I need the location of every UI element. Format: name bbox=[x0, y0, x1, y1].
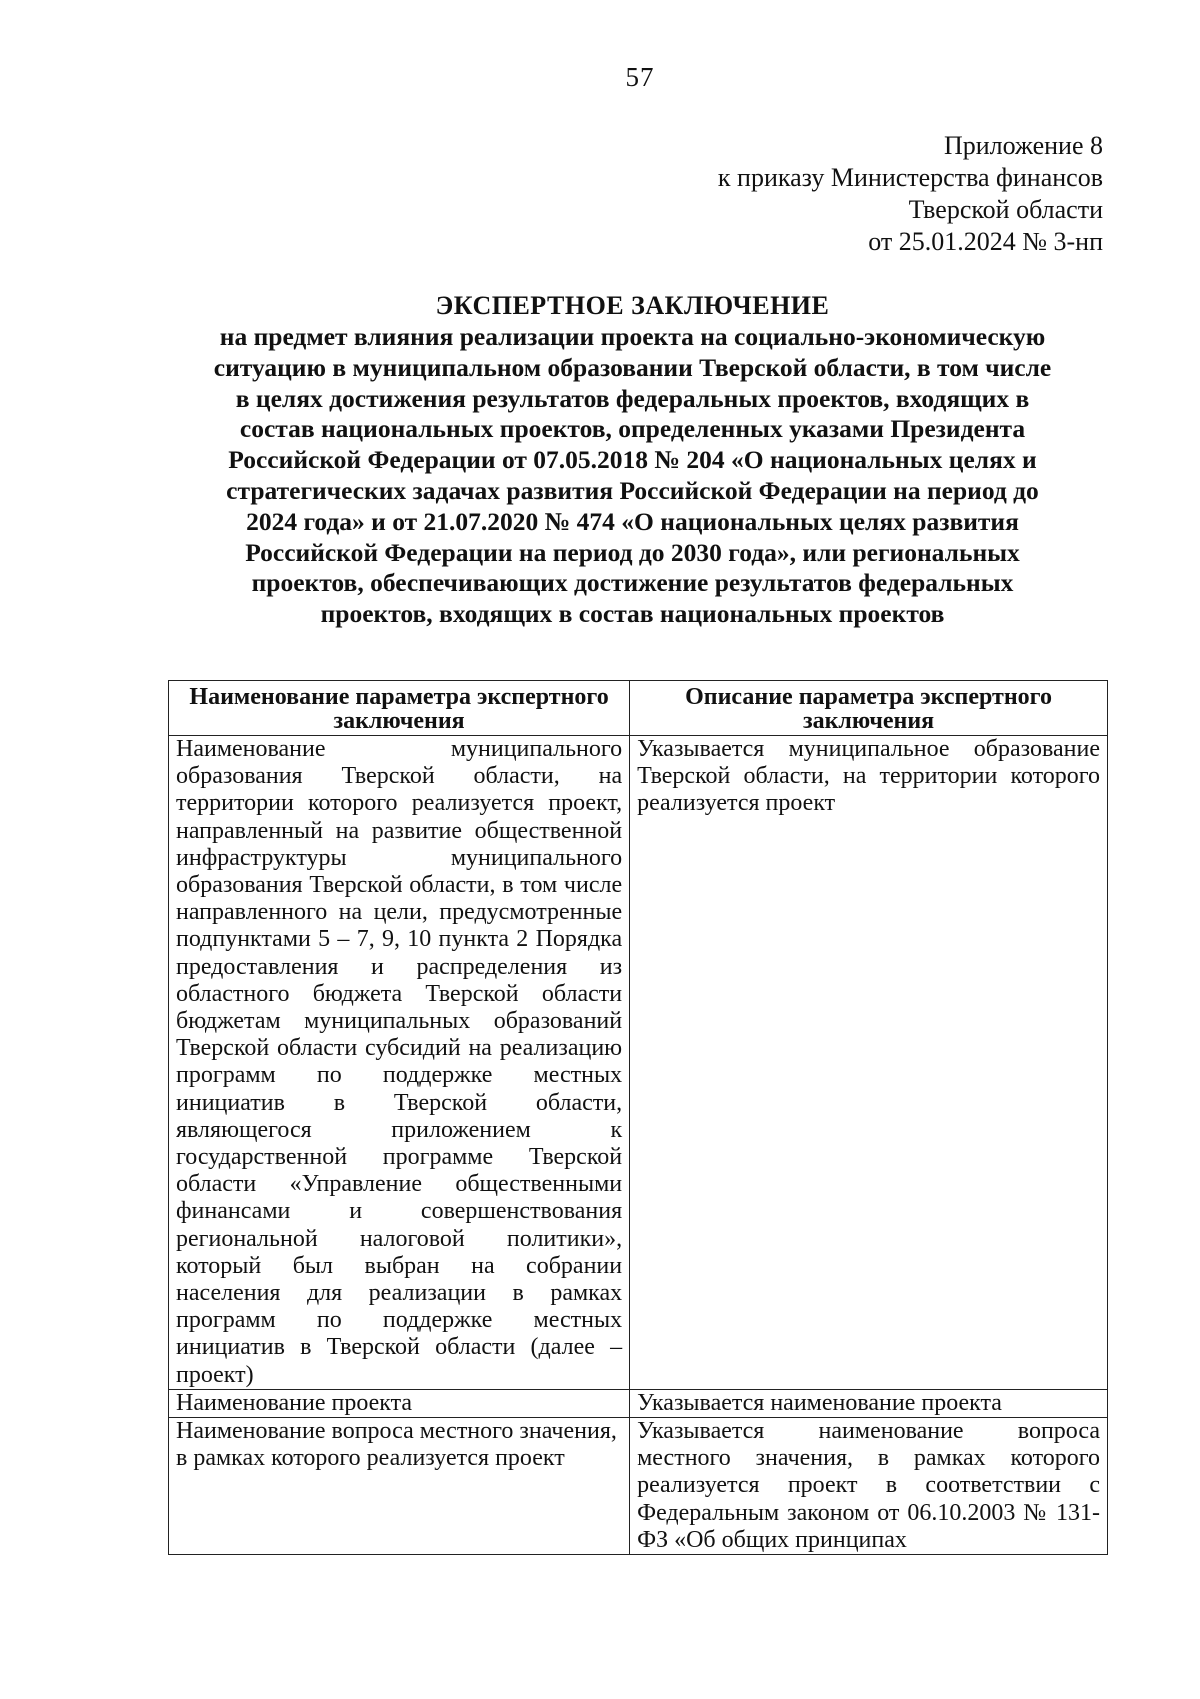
subtitle-line: стратегических задачах развития Российской Федерации на период до bbox=[226, 475, 1039, 505]
appendix-line: Тверской области bbox=[908, 195, 1103, 224]
page-number: 57 bbox=[625, 62, 655, 92]
subtitle-line: проектов, входящих в состав национальных проектов bbox=[320, 599, 945, 629]
table-row bbox=[169, 1418, 1108, 1555]
subtitle-line: Российской Федерации на период до 2030 года», или региональных bbox=[245, 537, 1020, 567]
table-cell-param: Наименование проекта bbox=[169, 1389, 630, 1417]
document-title bbox=[155, 290, 1110, 630]
subtitle-line: состав национальных проектов, определенных указами Президента bbox=[239, 414, 1026, 444]
table-cell-description: Указывается муниципальное образование Тверской области, на территории которого реализуется проект bbox=[630, 736, 1108, 1390]
subtitle-line: проектов, обеспечивающих достижение результатов федеральных bbox=[251, 568, 1014, 598]
table-row bbox=[169, 1389, 1108, 1417]
subtitle-line: 2024 года» и от 21.07.2020 № 474 «О национальных целях развития bbox=[246, 506, 1019, 536]
appendix-line: к приказу Министерства финансов bbox=[717, 163, 1103, 192]
table-header-cell: Наименование параметра экспертного заключения bbox=[169, 681, 630, 736]
appendix-header bbox=[718, 130, 1103, 258]
subtitle-line: на предмет влияния реализации проекта на социально-экономическую bbox=[219, 322, 1046, 351]
appendix-line: от 25.01.2024 № 3-нп bbox=[868, 227, 1103, 256]
parameters-table bbox=[168, 680, 1108, 1555]
table-cell-param: Наименование вопроса местного значения, в рамках которого реализуется проект bbox=[169, 1418, 630, 1555]
table-cell-description: Указывается наименование вопроса местного значения, в рамках которого реализуется проект в соответствии с Федеральным законом от 06.10.2003 № 131-ФЗ «Об общих принципах bbox=[630, 1418, 1108, 1555]
title-subtitle bbox=[155, 322, 1110, 630]
table-cell-param: Наименование муниципального образования Тверской области, на территории которого реализуется проект, направленный на развитие общественной инфраструктуры муниципального образования Тверской области, в том числе направленного на цели, предусмотренные подпунктами 5 – 7, 9, 10 пункта 2 Порядка предоставления и распределения из областного бюджета Тверской области бюджетам муниципальных образований Тверской области субсидий на реализацию программ по поддержке местных инициатив в Тверской области, являющегося приложением к государственной программе Тверской области «Управление общественными финансами и совершенствования региональной налоговой политики», который был выбран на собрании населения для реализации в рамках программ по поддержке местных инициатив в Тверской области (далее – проект) bbox=[169, 736, 630, 1390]
subtitle-line: Российской Федерации от 07.05.2018 № 204 «О национальных целях и bbox=[228, 445, 1037, 475]
table-cell-description: Указывается наименование проекта bbox=[630, 1389, 1108, 1417]
table-header-cell: Описание параметра экспертного заключения bbox=[630, 681, 1108, 736]
title-main: ЭКСПЕРТНОЕ ЗАКЛЮЧЕНИЕ bbox=[435, 291, 830, 320]
subtitle-line: в целях достижения результатов федеральных проектов, входящих в bbox=[235, 383, 1030, 413]
appendix-line: Приложение 8 bbox=[943, 131, 1103, 160]
table-header-row bbox=[169, 681, 1108, 736]
subtitle-line: ситуацию в муниципальном образовании Тверской области, в том числе bbox=[213, 352, 1052, 382]
table-row bbox=[169, 736, 1108, 1390]
